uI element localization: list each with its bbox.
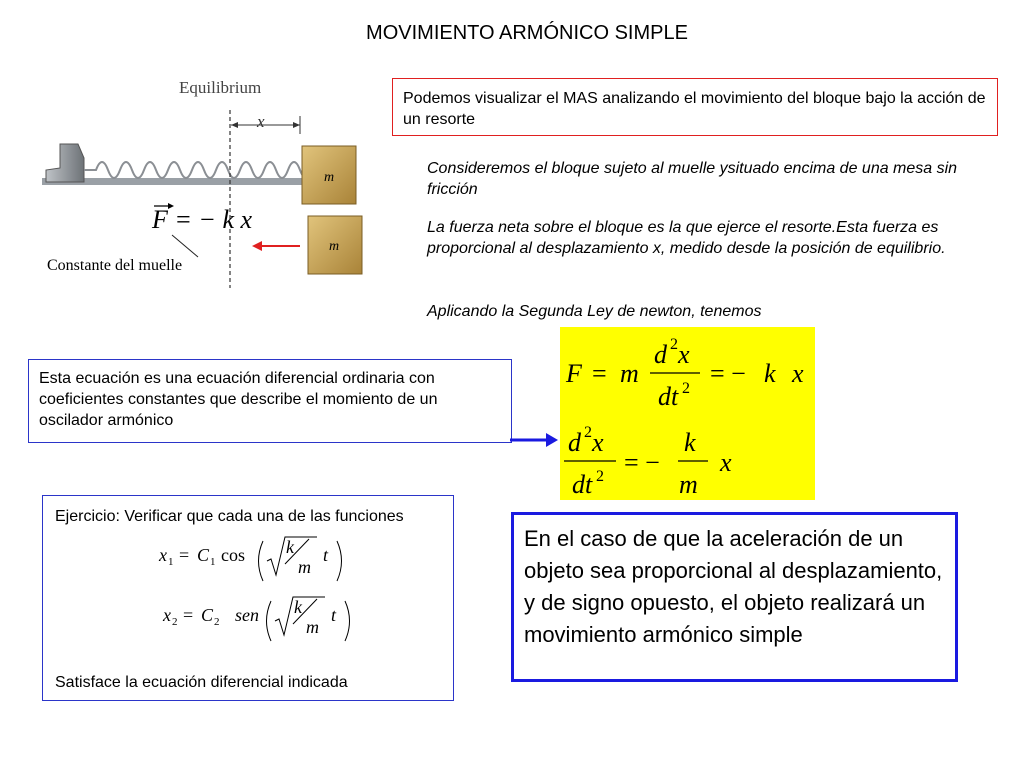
svg-text:x: x xyxy=(592,428,604,457)
svg-text:= −: = − xyxy=(624,448,660,477)
svg-text:2: 2 xyxy=(172,616,178,628)
svg-text:sen: sen xyxy=(235,605,259,625)
displacement-label: x xyxy=(257,112,265,131)
exercise-box xyxy=(42,495,454,701)
svg-text:=: = xyxy=(592,359,607,388)
svg-text:m: m xyxy=(298,557,311,577)
newton-equations xyxy=(560,327,815,500)
constant-pointer xyxy=(172,235,198,257)
table-surface xyxy=(42,178,342,185)
svg-text:m: m xyxy=(679,470,698,499)
paragraph-newton: Aplicando la Segunda Ley de newton, tenemos xyxy=(427,303,762,320)
mass-label-lower: m xyxy=(329,239,340,254)
svg-text:x: x xyxy=(159,545,167,565)
paragraph-net-force: La fuerza neta sobre el bloque es la que ejerce el resorte.Esta fuerza es proporcional al desplazamiento x, medido desde la posición de equilibrio. xyxy=(427,219,946,257)
paragraph-block-setup: Consideremos el bloque sujeto al muelle ysituado encima de una mesa sin fricción xyxy=(427,160,958,198)
exercise-heading: Ejercicio: Verificar que cada una de las funciones xyxy=(55,508,404,525)
svg-text:x: x xyxy=(720,448,732,477)
svg-text:d: d xyxy=(654,340,667,369)
exercise-footer: Satisface la ecuación diferencial indicada xyxy=(55,674,348,691)
svg-text:m: m xyxy=(620,359,639,388)
solution-equations xyxy=(155,529,455,649)
svg-text:t: t xyxy=(323,545,329,565)
svg-text:x: x xyxy=(792,359,804,388)
hooke-formula: F = − k x xyxy=(152,205,253,234)
svg-text:2: 2 xyxy=(682,380,690,397)
svg-text:m: m xyxy=(306,617,319,637)
pointer-arrow xyxy=(510,430,560,450)
svg-text:dt: dt xyxy=(572,470,593,499)
equilibrium-label: Equilibrium xyxy=(179,78,262,97)
svg-text:2: 2 xyxy=(584,424,592,441)
svg-text:=: = xyxy=(183,605,194,625)
svg-text:k: k xyxy=(764,359,776,388)
wall-bracket xyxy=(46,144,84,182)
svg-text:k: k xyxy=(286,537,294,557)
svg-text:k: k xyxy=(294,597,302,617)
svg-text:2: 2 xyxy=(596,468,604,485)
differential-equation-box xyxy=(560,327,815,500)
mass-label-upper: m xyxy=(324,170,335,185)
intro-box: Podemos visualizar el MAS analizando el movimiento del bloque bajo la acción de un resorte xyxy=(392,78,998,136)
svg-text:t: t xyxy=(331,605,337,625)
svg-text:= −: = − xyxy=(710,359,746,388)
svg-text:2: 2 xyxy=(670,336,678,353)
svg-text:k: k xyxy=(684,428,696,457)
conclusion-box: En el caso de que la aceleración de un objeto sea proporcional al desplazamiento, y de signo opuesto, el objeto realizará un movimiento armónico simple xyxy=(511,512,958,682)
svg-text:2: 2 xyxy=(214,616,220,628)
equation-description-box: Esta ecuación es una ecuación diferencial ordinaria con coeficientes constantes que describe el momiento de un oscilador armónico xyxy=(28,359,512,443)
svg-text:F: F xyxy=(566,359,582,388)
spring xyxy=(84,162,312,178)
svg-text:1: 1 xyxy=(168,556,174,568)
svg-text:dt: dt xyxy=(658,382,679,411)
spring-constant-label: Constante del muelle xyxy=(47,257,183,274)
svg-text:=: = xyxy=(179,545,190,565)
page-title: MOVIMIENTO ARMÓNICO SIMPLE xyxy=(366,22,688,44)
svg-text:C: C xyxy=(197,545,210,565)
svg-text:x: x xyxy=(678,340,690,369)
svg-text:d: d xyxy=(568,428,581,457)
svg-text:1: 1 xyxy=(210,556,216,568)
svg-text:C: C xyxy=(201,605,214,625)
svg-text:cos: cos xyxy=(221,545,245,565)
svg-text:x: x xyxy=(163,605,171,625)
